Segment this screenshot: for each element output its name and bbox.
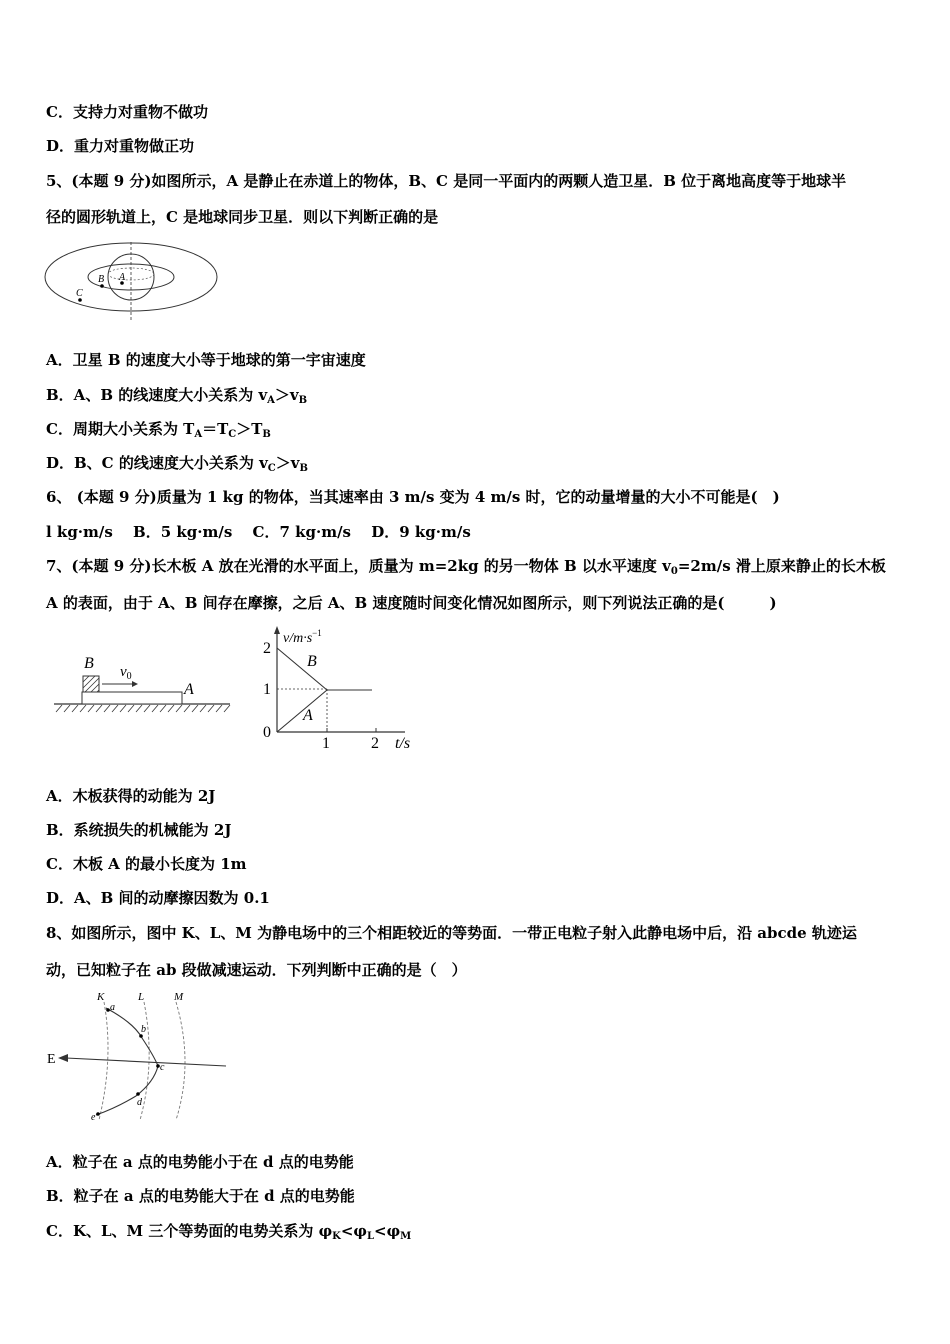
series-b-label: B <box>307 653 317 670</box>
ground-hatching <box>56 705 230 712</box>
board-a <box>82 692 182 704</box>
label-c: c <box>160 1062 165 1073</box>
point-d <box>136 1092 140 1096</box>
fig5-label-b: B <box>98 274 105 285</box>
y-axis-arrowhead <box>274 626 280 634</box>
q7-option-a: A．木板获得的动能为 2J <box>46 787 216 805</box>
q7-option-c: C．木板 A 的最小长度为 1m <box>46 855 247 873</box>
q7-board-figure <box>50 650 235 720</box>
label-d: d <box>137 1097 142 1108</box>
q7-option-d: D．A、B 间的动摩擦因数为 0.1 <box>46 889 270 907</box>
q4-option-d: D．重力对重物做正功 <box>46 137 195 155</box>
q7-option-b: B．系统损失的机械能为 2J <box>46 821 232 839</box>
field-line <box>66 1058 226 1066</box>
label-k: K <box>97 991 105 1003</box>
series-a-label: A <box>303 707 313 724</box>
q5-option-c: C．周期大小关系为 $T_A=T_C>T_B$ <box>46 420 271 440</box>
fig7-label-b: B <box>84 655 94 672</box>
q6-stem: 6、 (本题 9 分)质量为 1 kg 的物体，当其速率由 3 m/s 变为 4 m/s 时，它的动量增量的大小不可能是( ) <box>46 488 780 506</box>
q6-options: l kg·m/s B．5 kg·m/s C．7 kg·m/s D．9 kg·m/s <box>46 523 471 541</box>
q8-stem-line2: 动，已知粒子在 ab 段做减速运动．下列判断中正确的是（ ） <box>46 961 467 979</box>
label-a: a <box>110 1002 115 1013</box>
q5-option-d: D．B、C 的线速度大小关系为 $v_C>v_B$ <box>46 454 308 474</box>
q4-option-c: C．支持力对重物不做功 <box>46 103 208 121</box>
fig5-label-c: C <box>76 288 83 299</box>
q7-stem-line1: 7、(本题 9 分)长木板 A 放在光滑的水平面上，质量为 m=2kg 的另一物体 B 以水平速度 $v_0=2m/s$ 滑上原来静止的长木板 <box>46 557 886 577</box>
equipotential-m <box>176 1002 185 1120</box>
q5-option-a: A．卫星 B 的速度大小等于地球的第一宇宙速度 <box>46 351 366 369</box>
fig7-label-v0: $v_0$ <box>120 664 132 682</box>
label-b: b <box>141 1024 146 1035</box>
series-b-line <box>277 648 372 690</box>
y-tick-1: 1 <box>263 681 271 698</box>
fig5-label-a: A <box>119 272 126 283</box>
q5-orbit-figure <box>40 240 225 322</box>
q7-vt-chart <box>255 622 430 754</box>
q5-stem-line2: 径的圆形轨道上，C 是地球同步卫星．则以下判断正确的是 <box>46 208 439 226</box>
q5-stem-line1: 5、(本题 9 分)如图所示，A 是静止在赤道上的物体，B、C 是同一平面内的两颗人造卫星．B 位于离地高度等于地球半 <box>46 172 847 190</box>
block-b <box>83 676 99 692</box>
equipotential-k <box>99 1002 108 1120</box>
y-axis-label: $v/m\cdot s^{-1}$ <box>283 628 322 646</box>
y-tick-2: 2 <box>263 640 271 657</box>
q8-option-c: C．K、L、M 三个等势面的电势关系为 $\varphi_K<\varphi_L<\varphi_M$ <box>46 1222 412 1242</box>
q8-option-a: A．粒子在 a 点的电势能小于在 d 点的电势能 <box>46 1153 354 1171</box>
label-l: L <box>138 991 145 1003</box>
label-e-field: E <box>47 1052 56 1067</box>
x-tick-1: 1 <box>322 735 330 752</box>
q7-stem-line2: A 的表面，由于 A、B 间存在摩擦，之后 A、B 速度随时间变化情况如图所示，则下列说法正确的是( ) <box>46 594 777 612</box>
q8-option-b: B．粒子在 a 点的电势能大于在 d 点的电势能 <box>46 1187 355 1205</box>
x-axis-label: t/s <box>395 735 411 752</box>
y-tick-0: 0 <box>263 724 271 741</box>
point-e <box>96 1112 100 1116</box>
q8-stem-line1: 8、如图所示，图中 K、L、M 为静电场中的三个相距较近的等势面．一带正电粒子射入此静电场中后，沿 abcde 轨迹运 <box>46 924 857 942</box>
q5-option-b: B．A、B 的线速度大小关系为 $v_A>v_B$ <box>46 386 308 406</box>
field-arrowhead <box>58 1054 68 1062</box>
label-e: e <box>91 1112 96 1123</box>
series-a-line <box>277 690 372 732</box>
q8-field-figure <box>44 988 234 1123</box>
velocity-arrowhead <box>132 681 138 687</box>
fig7-label-a: A <box>184 681 194 698</box>
x-tick-2: 2 <box>371 735 379 752</box>
label-m: M <box>174 991 184 1003</box>
